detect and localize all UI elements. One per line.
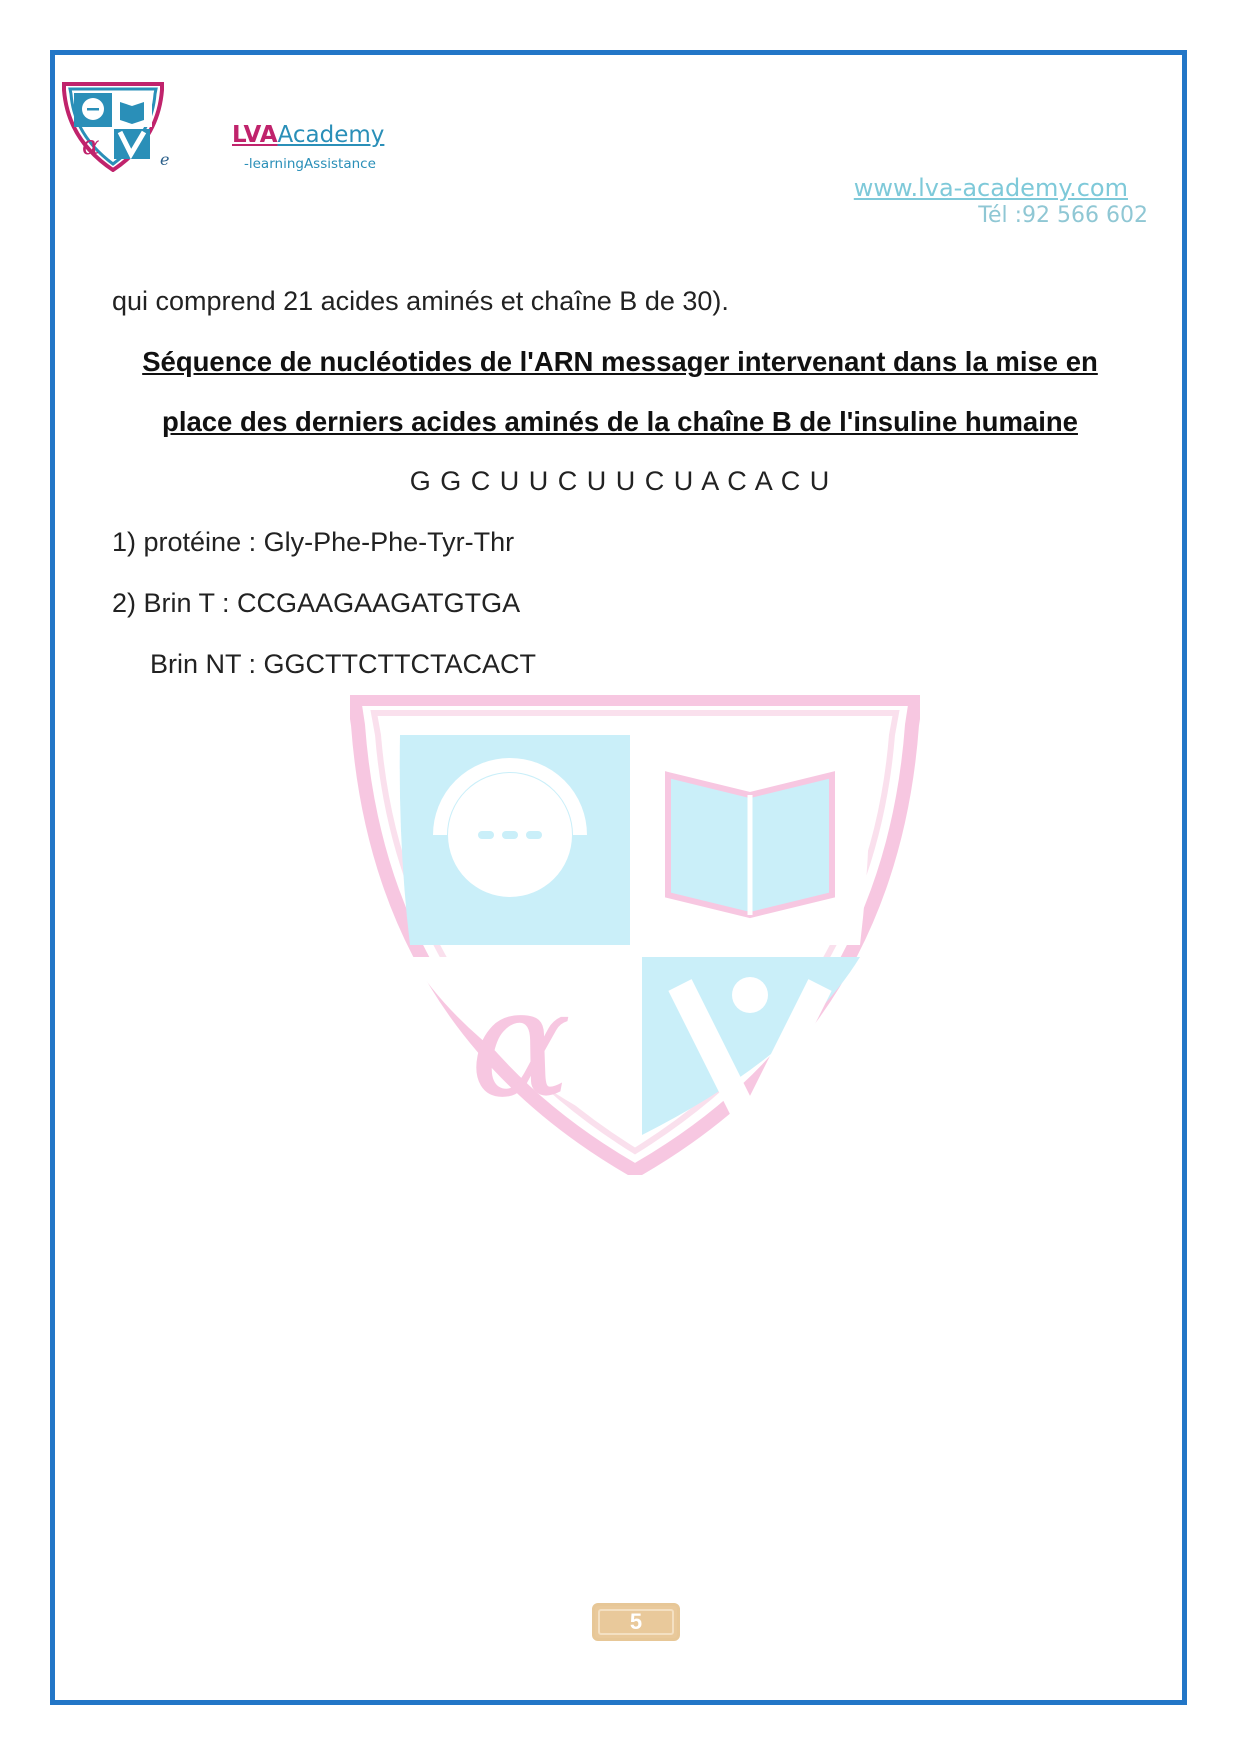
logo-e-letter: e [160, 150, 170, 169]
svg-text:α: α [470, 957, 572, 1131]
page-number: 5 [598, 1609, 674, 1635]
section-heading-line1: Séquence de nucléotides de l'ARN messager intervenant dans la mise en [142, 346, 1098, 377]
brand-name [232, 122, 384, 148]
website-link[interactable]: www.lva-academy.com [853, 174, 1128, 202]
phone-number: Tél :92 566 602 [978, 203, 1148, 228]
mrna-sequence: G G C U U C U U C U A C A C U [409, 466, 831, 496]
brand-tagline: -learningAssistance [244, 156, 376, 172]
brand-academy: Academy [277, 122, 385, 148]
answer-brin-nt: Brin NT : GGCTTCTTCTACACT [150, 649, 536, 679]
brand-lva: LVA [232, 122, 278, 148]
page-number-badge [592, 1603, 680, 1641]
svg-text:α: α [82, 131, 100, 161]
intro-text: qui comprend 21 acides aminés et chaîne B de 30). [112, 286, 729, 316]
answer-brin-t: 2) Brin T : CCGAAGAAGATGTGA [112, 588, 521, 618]
answer-protein: 1) protéine : Gly-Phe-Phe-Tyr-Thr [112, 527, 515, 557]
section-heading-line2: place des derniers acides aminés de la chaîne B de l'insuline humaine [162, 406, 1078, 437]
watermark-shield-logo [350, 695, 920, 1175]
academy-shield-logo [58, 80, 168, 172]
